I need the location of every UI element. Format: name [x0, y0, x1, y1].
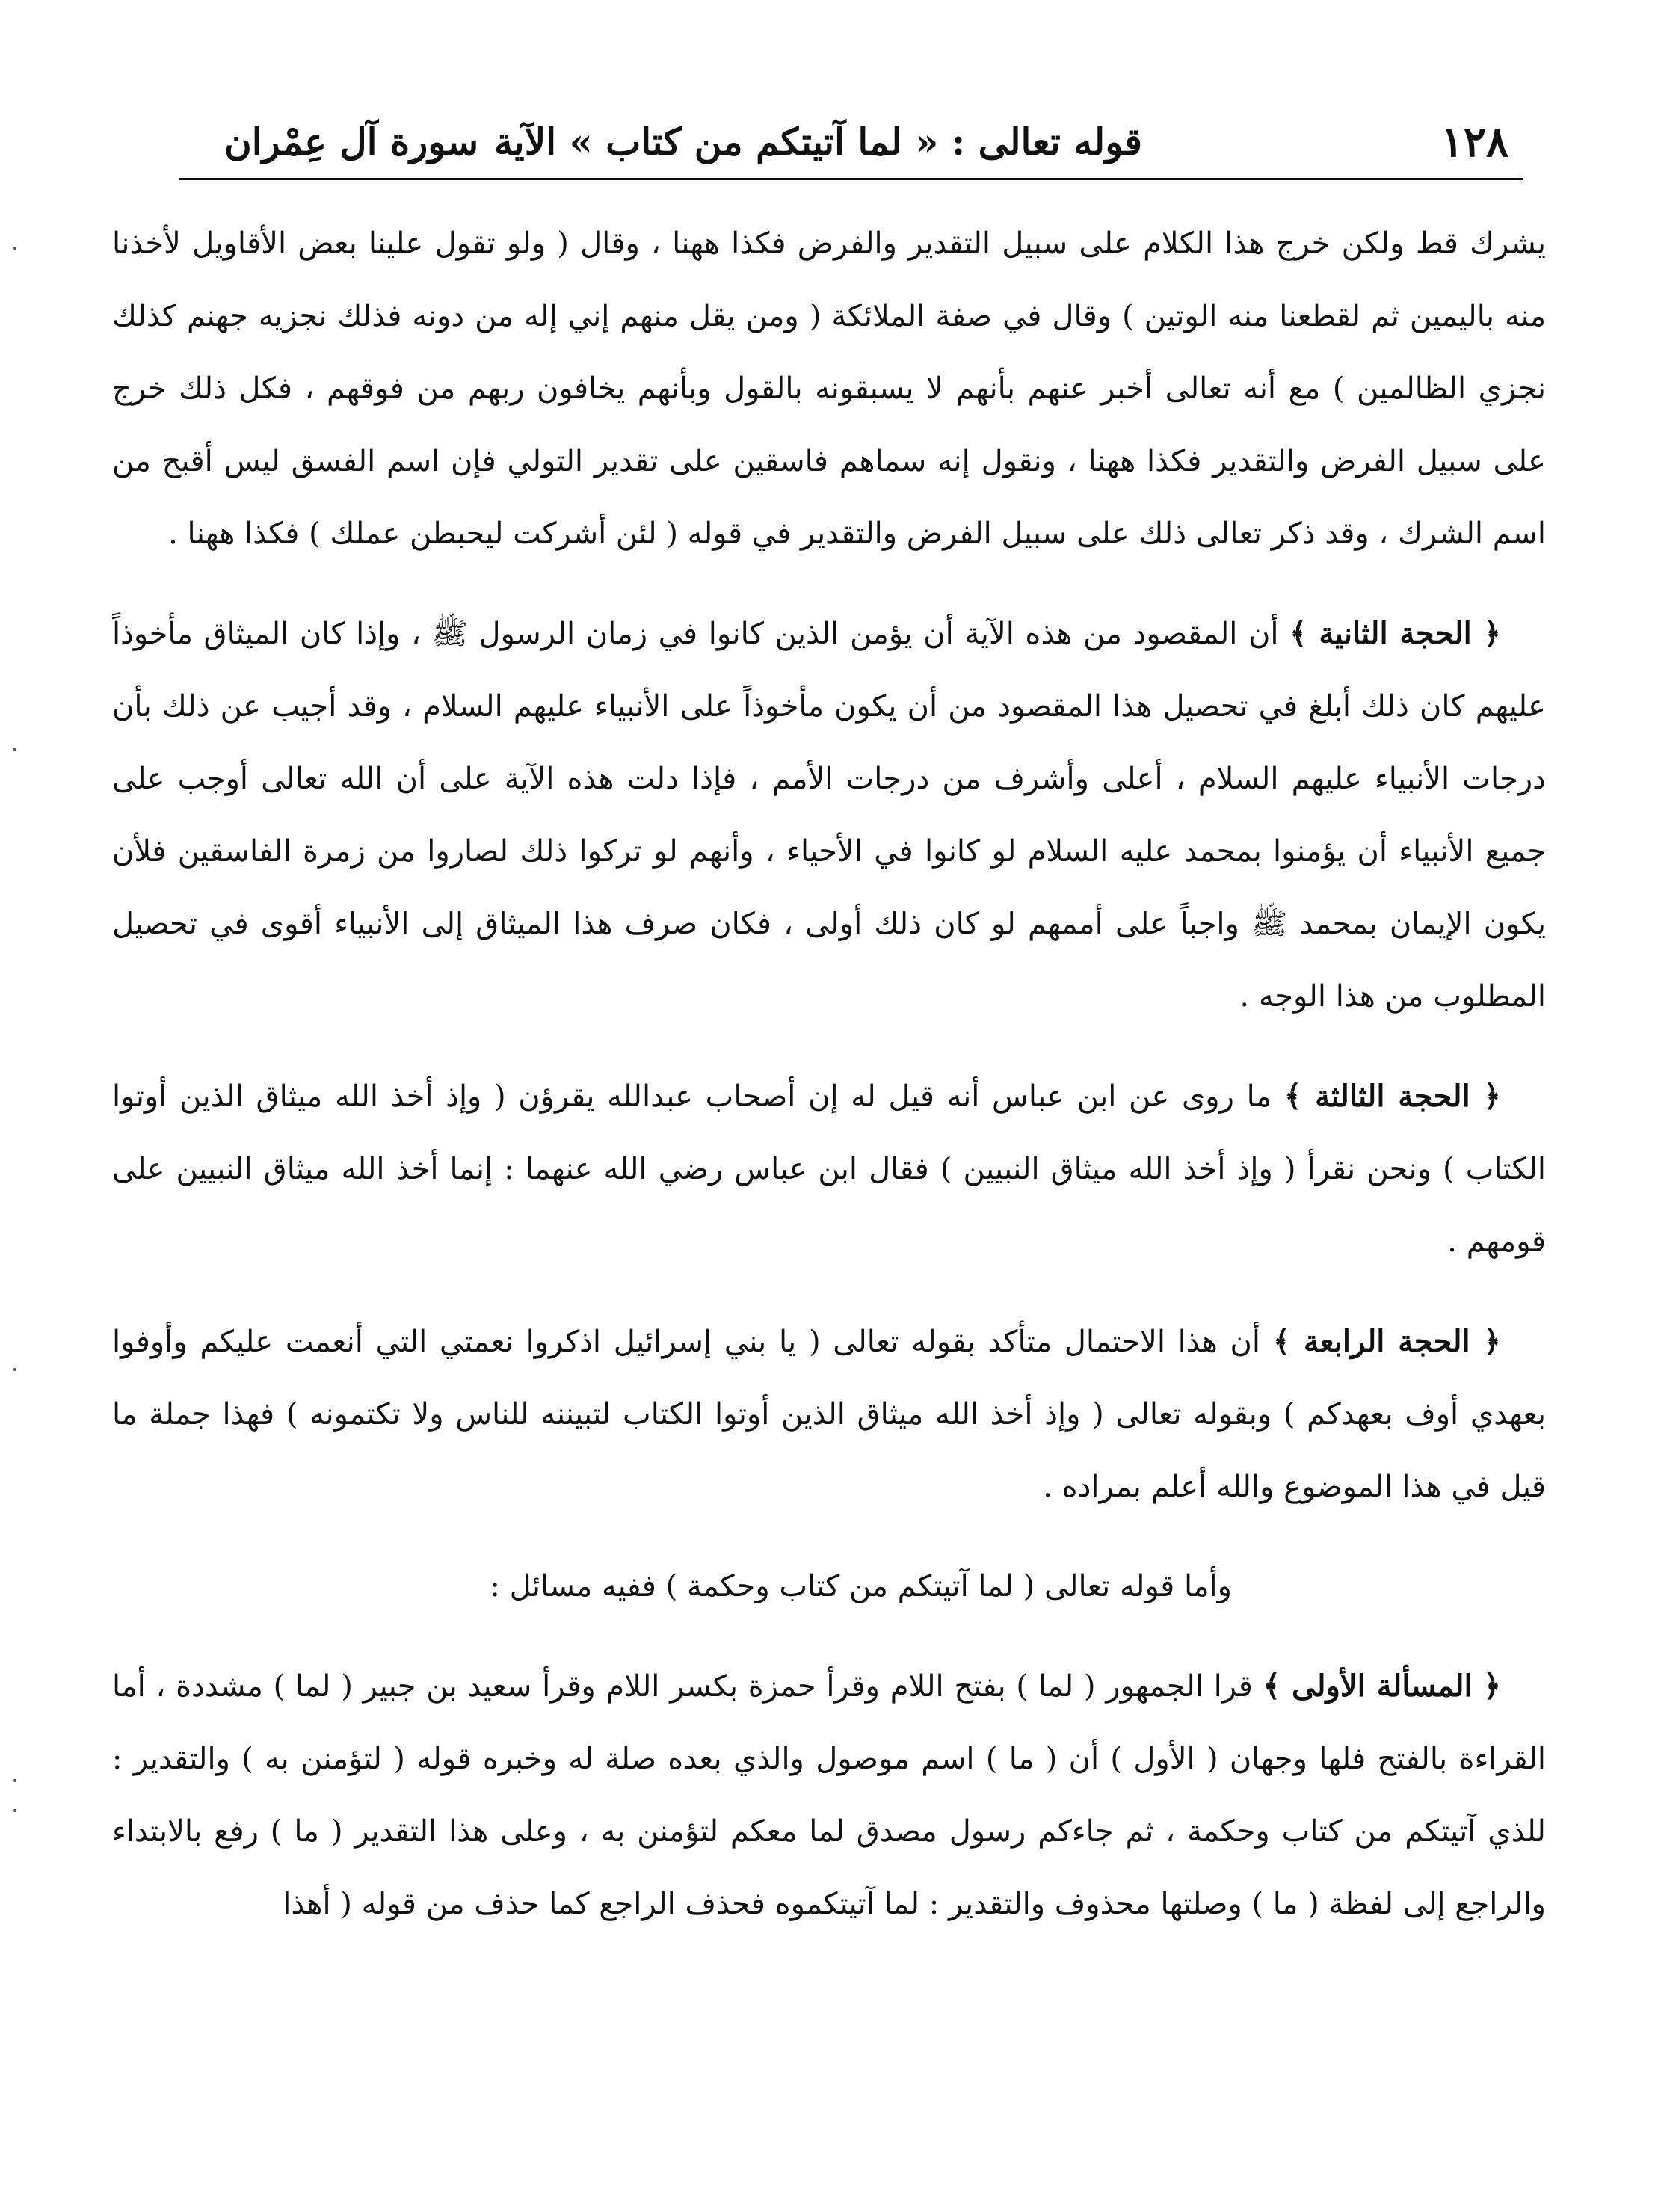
paragraph: [112, 597, 1546, 1033]
paragraph: [112, 208, 1546, 570]
paragraph: [112, 1550, 1546, 1623]
section-heading: ﴿ المسألة الأولى ﴾: [1263, 1669, 1501, 1704]
page-number: ١٢٨: [1440, 117, 1508, 167]
paragraph-text: أن هذا الاحتمال متأكد بقوله تعالى ( يا بني إسرائيل اذكروا نعمتي التي أنعمت عليكم وأوفوا بعهدي أوف بعهدكم ) وبقوله تعالى ( وإذ أخذ الله ميثاق الذين أوتوا الكتاب لتبيننه للناس ولا تكتمونه ) فهذا جملة ما قيل في هذا الموضوع والله أعلم بمراده .: [112, 1325, 1546, 1504]
page-header: [224, 105, 1508, 179]
header-rule: [179, 178, 1523, 180]
paragraph: [112, 1060, 1546, 1278]
margin-mark: [13, 1779, 16, 1782]
paragraph-text: قرا الجمهور ( لما ) بفتح اللام وقرأ حمزة بكسر اللام وقرأ سعيد بن جبير ( لما ) مشددة ، أما القراءة بالفتح فلها وجهان ( الأول ) أن ( ما ) اسم موصول والذي بعده صلة له وخبره قوله ( لتؤمنن به ) والتقدير : للذي آتيتكم من كتاب وحكمة ، ثم جاءكم رسول مصدق لما معكم لتؤمنن به ، وعلى هذا التقدير ( ما ) رفع بالابتداء والراجع إلى لفظة ( ما ) وصلتها محذوف والتقدير : لما آتيتكموه فحذف الراجع كما حذف من قوله ( أهذا: [112, 1669, 1546, 1921]
section-heading: ﴿ الحجة الثالثة ﴾: [1283, 1079, 1501, 1114]
section-heading: ﴿ الحجة الرابعة ﴾: [1272, 1324, 1501, 1359]
paragraph: [112, 1305, 1546, 1524]
surah-name: سورة آل عِمْران: [224, 120, 479, 164]
margin-mark: [13, 1368, 16, 1371]
section-heading: ﴿ الحجة الثانية ﴾: [1289, 616, 1502, 651]
paragraph-text: ما روى عن ابن عباس أنه قيل له إن أصحاب عبدالله يقرؤن ( وإذ أخذ الله ميثاق الذين أوتوا الكتاب ) ونحن نقرأ ( وإذ أخذ الله ميثاق النبيين ) فقال ابن عباس رضي الله عنهما : إنما أخذ الله ميثاق النبيين على قومهم .: [112, 1079, 1546, 1259]
margin-mark: [13, 748, 16, 751]
paragraph-text: يشرك قط ولكن خرج هذا الكلام على سبيل التقدير والفرض فكذا ههنا ، وقال ( ولو تقول علينا بعض الأقاويل لأخذنا منه باليمين ثم لقطعنا منه الوتين ) وقال في صفة الملائكة ( ومن يقل منهم إني إله من دونه فذلك نجزيه جهنم كذلك نجزي الظالمين ) مع أنه تعالى أخبر عنهم بأنهم لا يسبقونه بالقول وبأنهم يخافون ربهم من فوقهم ، فكل ذلك خرج على سبيل الفرض والتقدير فكذا ههنا ، ونقول إنه سماهم فاسقين على تقدير التولي فإن اسم الفسق ليس أقبح من اسم الشرك ، وقد ذكر تعالى ذلك على سبيل الفرض والتقدير في قوله ( لئن أشركت ليحبطن عملك ) فكذا ههنا .: [112, 227, 1547, 551]
paragraph-text: وأما قوله تعالى ( لما آتيتكم من كتاب وحكمة ) ففيه مسائل :: [490, 1569, 1232, 1603]
running-title: قوله تعالى : « لما آتيتكم من كتاب » الآية: [494, 120, 1142, 164]
paragraph-text: أن المقصود من هذه الآية أن يؤمن الذين كانوا في زمان الرسول ﷺ ، وإذا كان الميثاق مأخوذاً عليهم كان ذلك أبلغ في تحصيل هذا المقصود من أن يكون مأخوذاً على الأنبياء عليهم السلام ، وقد أجيب عن ذلك بأن درجات الأنبياء عليهم السلام ، أعلى وأشرف من درجات الأمم ، فإذا دلت هذه الآية على أن الله تعالى أوجب على جميع الأنبياء أن يؤمنوا بمحمد عليه السلام لو كانوا في الأحياء ، وأنهم لو تركوا ذلك لصاروا من زمرة الفاسقين فلأن يكون الإيمان بمحمد ﷺ واجباً على أممهم لو كان ذلك أولى ، فكان صرف هذا الميثاق إلى الأنبياء أقوى في تحصيل المطلوب من هذا الوجه .: [112, 617, 1547, 1014]
page-body: [112, 208, 1546, 1968]
paragraph: [112, 1650, 1546, 1941]
margin-mark: [13, 247, 16, 250]
margin-mark: [13, 1809, 16, 1812]
